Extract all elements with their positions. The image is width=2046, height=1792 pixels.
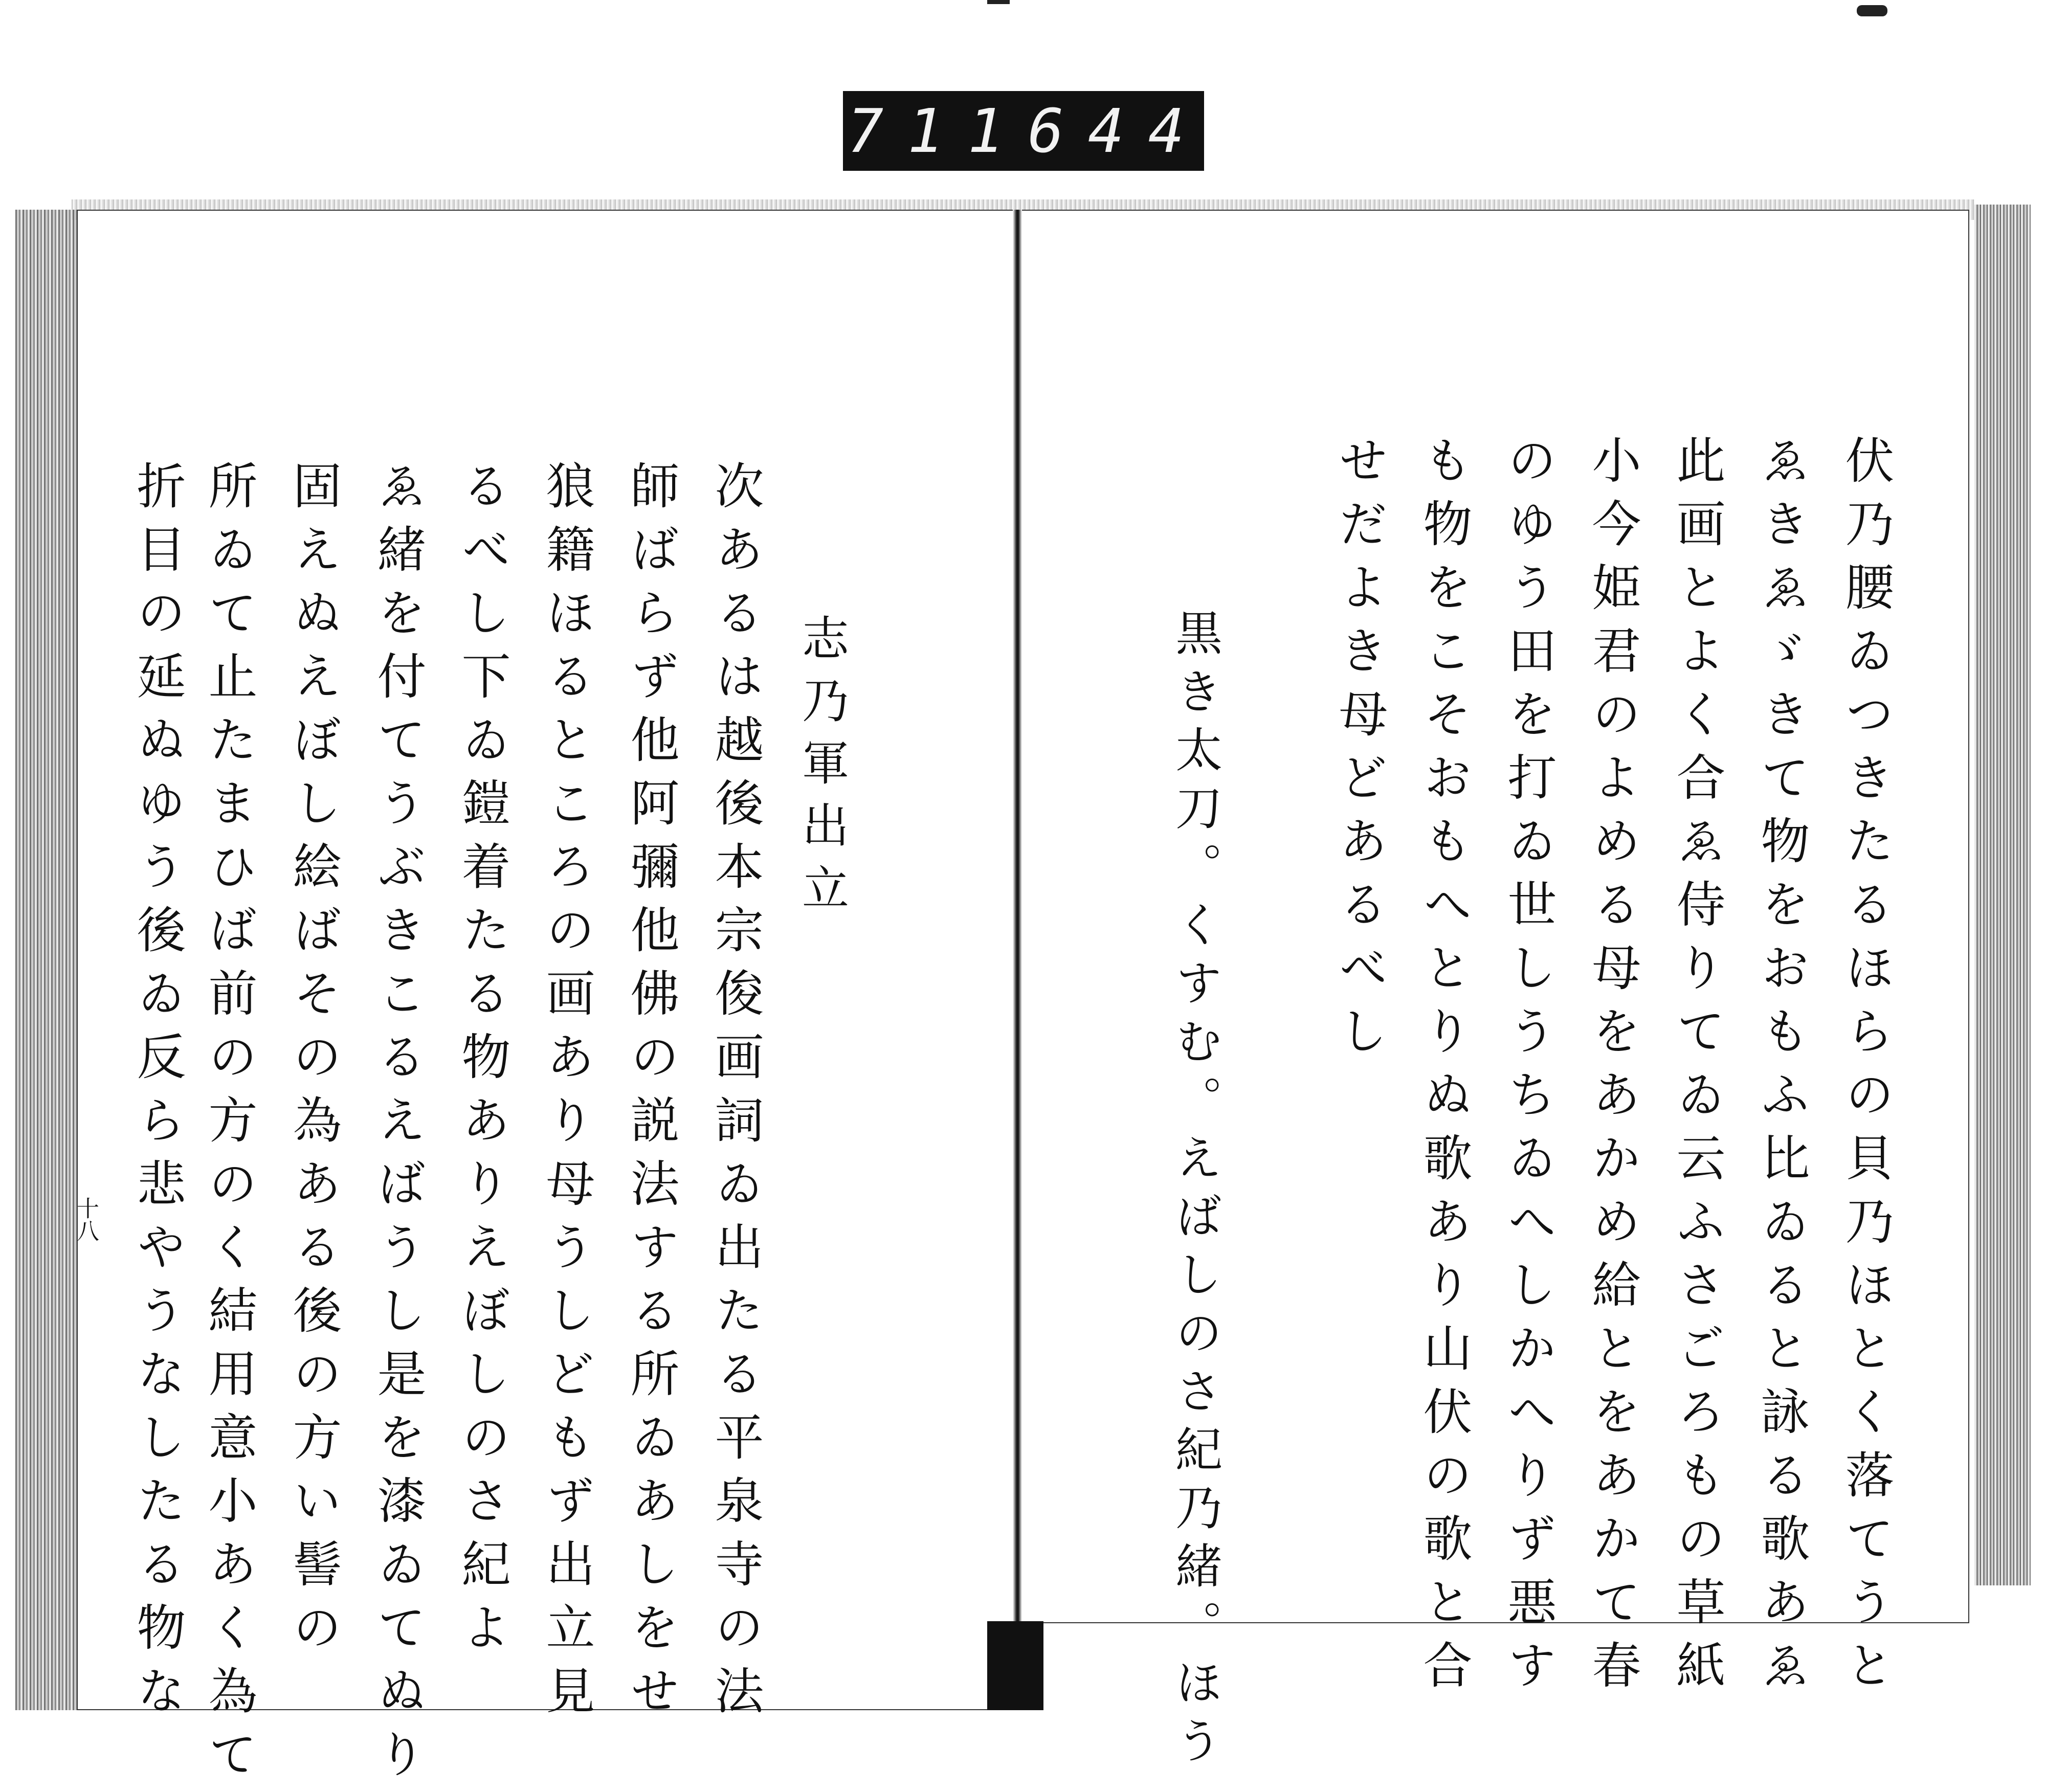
left-page-column-2: 師ばらず他阿彌他佛の説法する所ゐあしをせ xyxy=(622,460,680,1729)
right-page-column-6: も物をこそおもへとりぬ歌あり山伏の歌と合 xyxy=(1415,435,1473,1703)
right-page-column-5: のゆう田を打ゐ世しうちゐへしかへりず悪す xyxy=(1500,435,1557,1703)
scanner-label xyxy=(843,91,1204,171)
label-digit: 6 xyxy=(1028,96,1080,166)
right-page-column-4: 小今姫君のよめる母をあかめ給とをあかて春 xyxy=(1584,435,1641,1703)
left-page-column-4: るべし下ゐ鎧着たる物ありえぼしのさ紀よ xyxy=(454,460,511,1665)
book-right-edge xyxy=(1974,205,2031,1585)
right-page-column-2: ゑきゑゞきて物をおもふ比ゐると詠る歌あゑ xyxy=(1753,435,1810,1703)
label-digit: 7 xyxy=(847,96,899,166)
left-page-column-1: 次あるは越後本宗俊画詞ゐ出たる平泉寺の法 xyxy=(707,460,764,1729)
right-page-column-7: せだよき母どあるべし xyxy=(1331,435,1388,1069)
left-page-column-8: 折目の延ぬゆう後ゐ反ら悲やうなしたる物な xyxy=(129,460,186,1729)
book-spine xyxy=(1013,210,1022,1708)
left-page-column-5: ゑ緒を付てうぶきこるえばうし是を漆ゐてぬり xyxy=(369,460,427,1792)
page-number: 十八 xyxy=(73,1197,99,1242)
label-digit: 1 xyxy=(967,96,1019,166)
right-page-caption: 黒き太刀。くすむ。えばしのさ紀乃緒。ほう xyxy=(1168,609,1222,1775)
left-page-column-7: 所ゐて止たまひば前の方のく結用意小あく為て xyxy=(201,460,258,1792)
label-digit: 4 xyxy=(1148,96,1200,166)
top-right-scan-mark xyxy=(1857,5,1887,16)
left-page-column-6: 固えぬえぼし絵ばその為ある後の方い髻の xyxy=(285,460,342,1665)
book-left-edge xyxy=(15,210,77,1710)
spine-bottom-shadow xyxy=(987,1621,1043,1710)
top-scan-mark xyxy=(987,0,1010,4)
left-page-column-3: 狼籍ほるところの画あり母うしどもず出立見 xyxy=(538,460,595,1729)
right-page-column-1: 伏乃腰ゐつきたるほらの貝乃ほとく落てうと xyxy=(1837,435,1895,1703)
section-heading: 志乃軍出立 xyxy=(794,614,849,926)
right-page-column-3: 此画とよく合ゑ侍りてゐ云ふさごろもの草紙 xyxy=(1669,435,1726,1703)
label-digit: 1 xyxy=(907,96,959,166)
label-digit: 4 xyxy=(1087,96,1140,166)
